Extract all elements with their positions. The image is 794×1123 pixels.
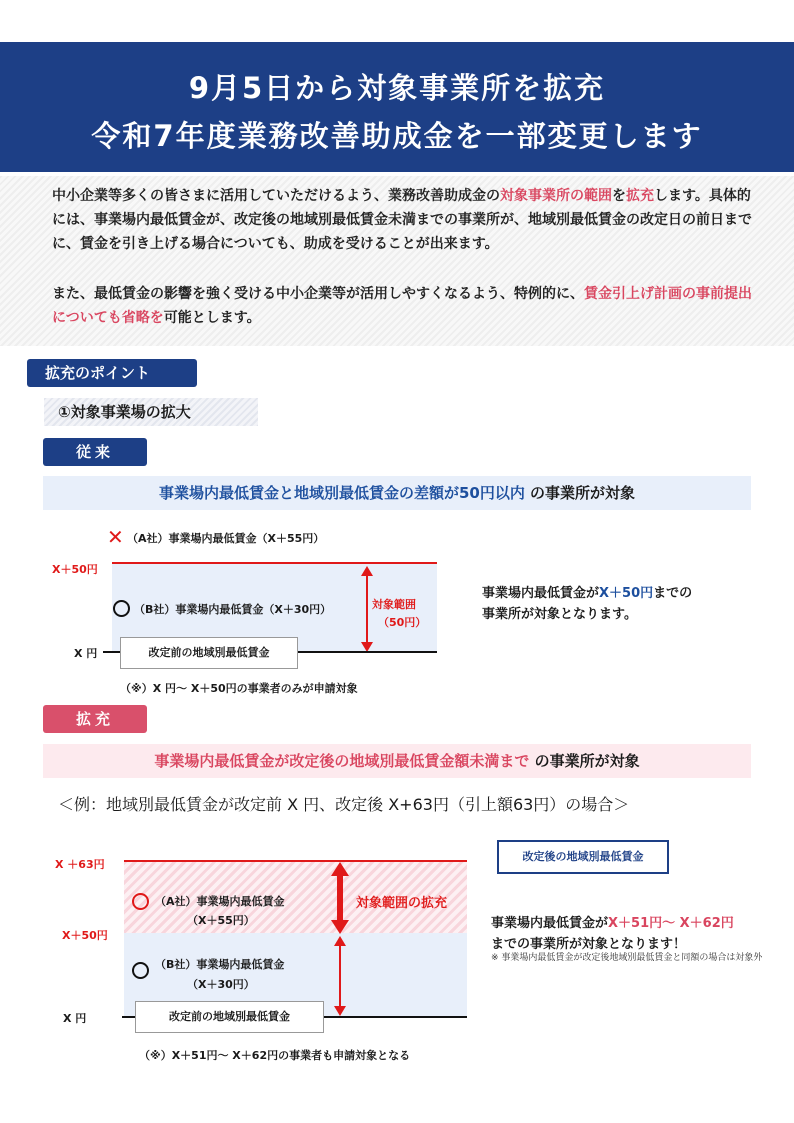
after-legend-box: 改定後の地域別最低賃金 bbox=[497, 840, 669, 874]
before-top-line bbox=[112, 562, 437, 564]
header-title-line1: 9月5日から対象事業所を拡充 bbox=[188, 71, 606, 105]
before-base-box: 改定前の地域別最低賃金 bbox=[120, 637, 298, 669]
after-arrow-lower-shaft bbox=[339, 944, 341, 1008]
circle-icon bbox=[132, 893, 149, 910]
side-text: 事業場内最低賃金が bbox=[491, 916, 609, 931]
after-side-note: ※ 事業場内最低賃金が改定後地域別最低賃金と同額の場合は対象外 bbox=[491, 953, 763, 963]
before-condition-band bbox=[43, 476, 751, 510]
intro-text: 可能とします。 bbox=[163, 310, 261, 326]
before-company-a: （A社）事業場内最低賃金（X＋55円） bbox=[127, 532, 325, 545]
intro-text: を bbox=[612, 188, 626, 204]
band-text: の事業所が対象 bbox=[524, 484, 636, 502]
after-arrow-upper-shaft bbox=[337, 874, 343, 924]
before-arrow-shaft bbox=[366, 574, 368, 644]
after-side-text-2: までの事業所が対象となります！ bbox=[491, 937, 687, 952]
circle-icon bbox=[113, 600, 130, 617]
after-range-label: 対象範囲の拡充 bbox=[356, 896, 448, 911]
intro-block bbox=[0, 176, 794, 346]
band-highlight: 事業場内最低賃金と地域別最低賃金の差額が50円以内 bbox=[158, 484, 525, 502]
arrow-down-icon bbox=[331, 920, 349, 934]
arrow-up-icon bbox=[331, 862, 349, 876]
side-text: までの bbox=[653, 586, 693, 601]
intro-highlight: 対象事業所の範囲 bbox=[500, 188, 612, 204]
header-banner bbox=[0, 42, 794, 172]
after-company-b-2: （X＋30円） bbox=[187, 978, 255, 991]
after-example: ＜例：地域別最低賃金が改定前 X 円、改定後 X+63円（引上額63円）の場合＞ bbox=[58, 795, 630, 814]
before-note: （※）X 円～ X＋50円の事業者のみが申請対象 bbox=[120, 682, 358, 695]
after-base-box: 改定前の地域別最低賃金 bbox=[135, 1001, 324, 1033]
before-company-b: （B社）事業場内最低賃金（X＋30円） bbox=[134, 603, 332, 616]
arrow-up-icon bbox=[361, 566, 373, 576]
before-range-label-1: 対象範囲 bbox=[372, 598, 416, 611]
after-y-mid: X＋50円 bbox=[62, 929, 108, 942]
cross-icon: ✕ bbox=[107, 525, 124, 549]
after-y-base: X 円 bbox=[63, 1012, 87, 1025]
sub-heading: ①対象事業場の拡大 bbox=[44, 398, 258, 426]
after-y-top: X ＋63円 bbox=[55, 858, 105, 871]
after-company-a-2: （X＋55円） bbox=[187, 914, 255, 927]
before-y-top: X＋50円 bbox=[52, 563, 98, 576]
intro-text: します。具体的には、事業場内最低賃金が、改定後の地域別最低賃金未満までの事業所が、地域別最低賃金の改定日の前日までに、賃金を引き上げる場合についても、助成を受けることが出来ます。 bbox=[52, 188, 752, 252]
intro-paragraph-1 bbox=[52, 184, 752, 256]
arrow-down-icon bbox=[334, 1006, 346, 1016]
intro-highlight: 拡充 bbox=[626, 188, 654, 204]
before-range-label-2: （50円） bbox=[378, 616, 427, 629]
circle-icon bbox=[132, 962, 149, 979]
before-side-text-2: 事業所が対象となります。 bbox=[482, 607, 637, 622]
after-top-line bbox=[124, 860, 467, 862]
after-side-text-1 bbox=[491, 912, 734, 931]
band-text: の事業所が対象 bbox=[529, 752, 640, 770]
arrow-up-icon bbox=[334, 936, 346, 946]
before-tag: 従来 bbox=[43, 438, 147, 466]
header-title-line2: 令和7年度業務改善助成金を一部変更します bbox=[91, 119, 703, 153]
before-side-text-1 bbox=[482, 582, 692, 601]
after-condition-band bbox=[43, 744, 751, 778]
after-tag: 拡充 bbox=[43, 705, 147, 733]
after-note: （※）X＋51円～ X＋62円の事業者も申請対象となる bbox=[139, 1049, 411, 1062]
band-highlight: 事業場内最低賃金が改定後の地域別最低賃金額未満まで bbox=[154, 752, 530, 770]
side-highlight: X＋50円 bbox=[599, 586, 654, 601]
intro-text: 中小企業等多くの皆さまに活用していただけるよう、業務改善助成金の bbox=[52, 188, 500, 204]
points-label: 拡充のポイント bbox=[27, 359, 197, 387]
side-highlight: X＋51円～ X＋62円 bbox=[608, 916, 734, 931]
side-text: 事業場内最低賃金が bbox=[482, 586, 600, 601]
intro-paragraph-2 bbox=[52, 282, 752, 330]
after-company-a-1: （A社）事業場内最低賃金 bbox=[155, 895, 285, 908]
intro-highlight: 賃金引上げ計画の事前提出についても省略を bbox=[52, 286, 752, 326]
before-y-base: X 円 bbox=[74, 647, 98, 660]
after-company-b-1: （B社）事業場内最低賃金 bbox=[155, 958, 285, 971]
intro-text: また、最低賃金の影響を強く受ける中小企業等が活用しやすくなるよう、特例的に、 bbox=[52, 286, 584, 302]
